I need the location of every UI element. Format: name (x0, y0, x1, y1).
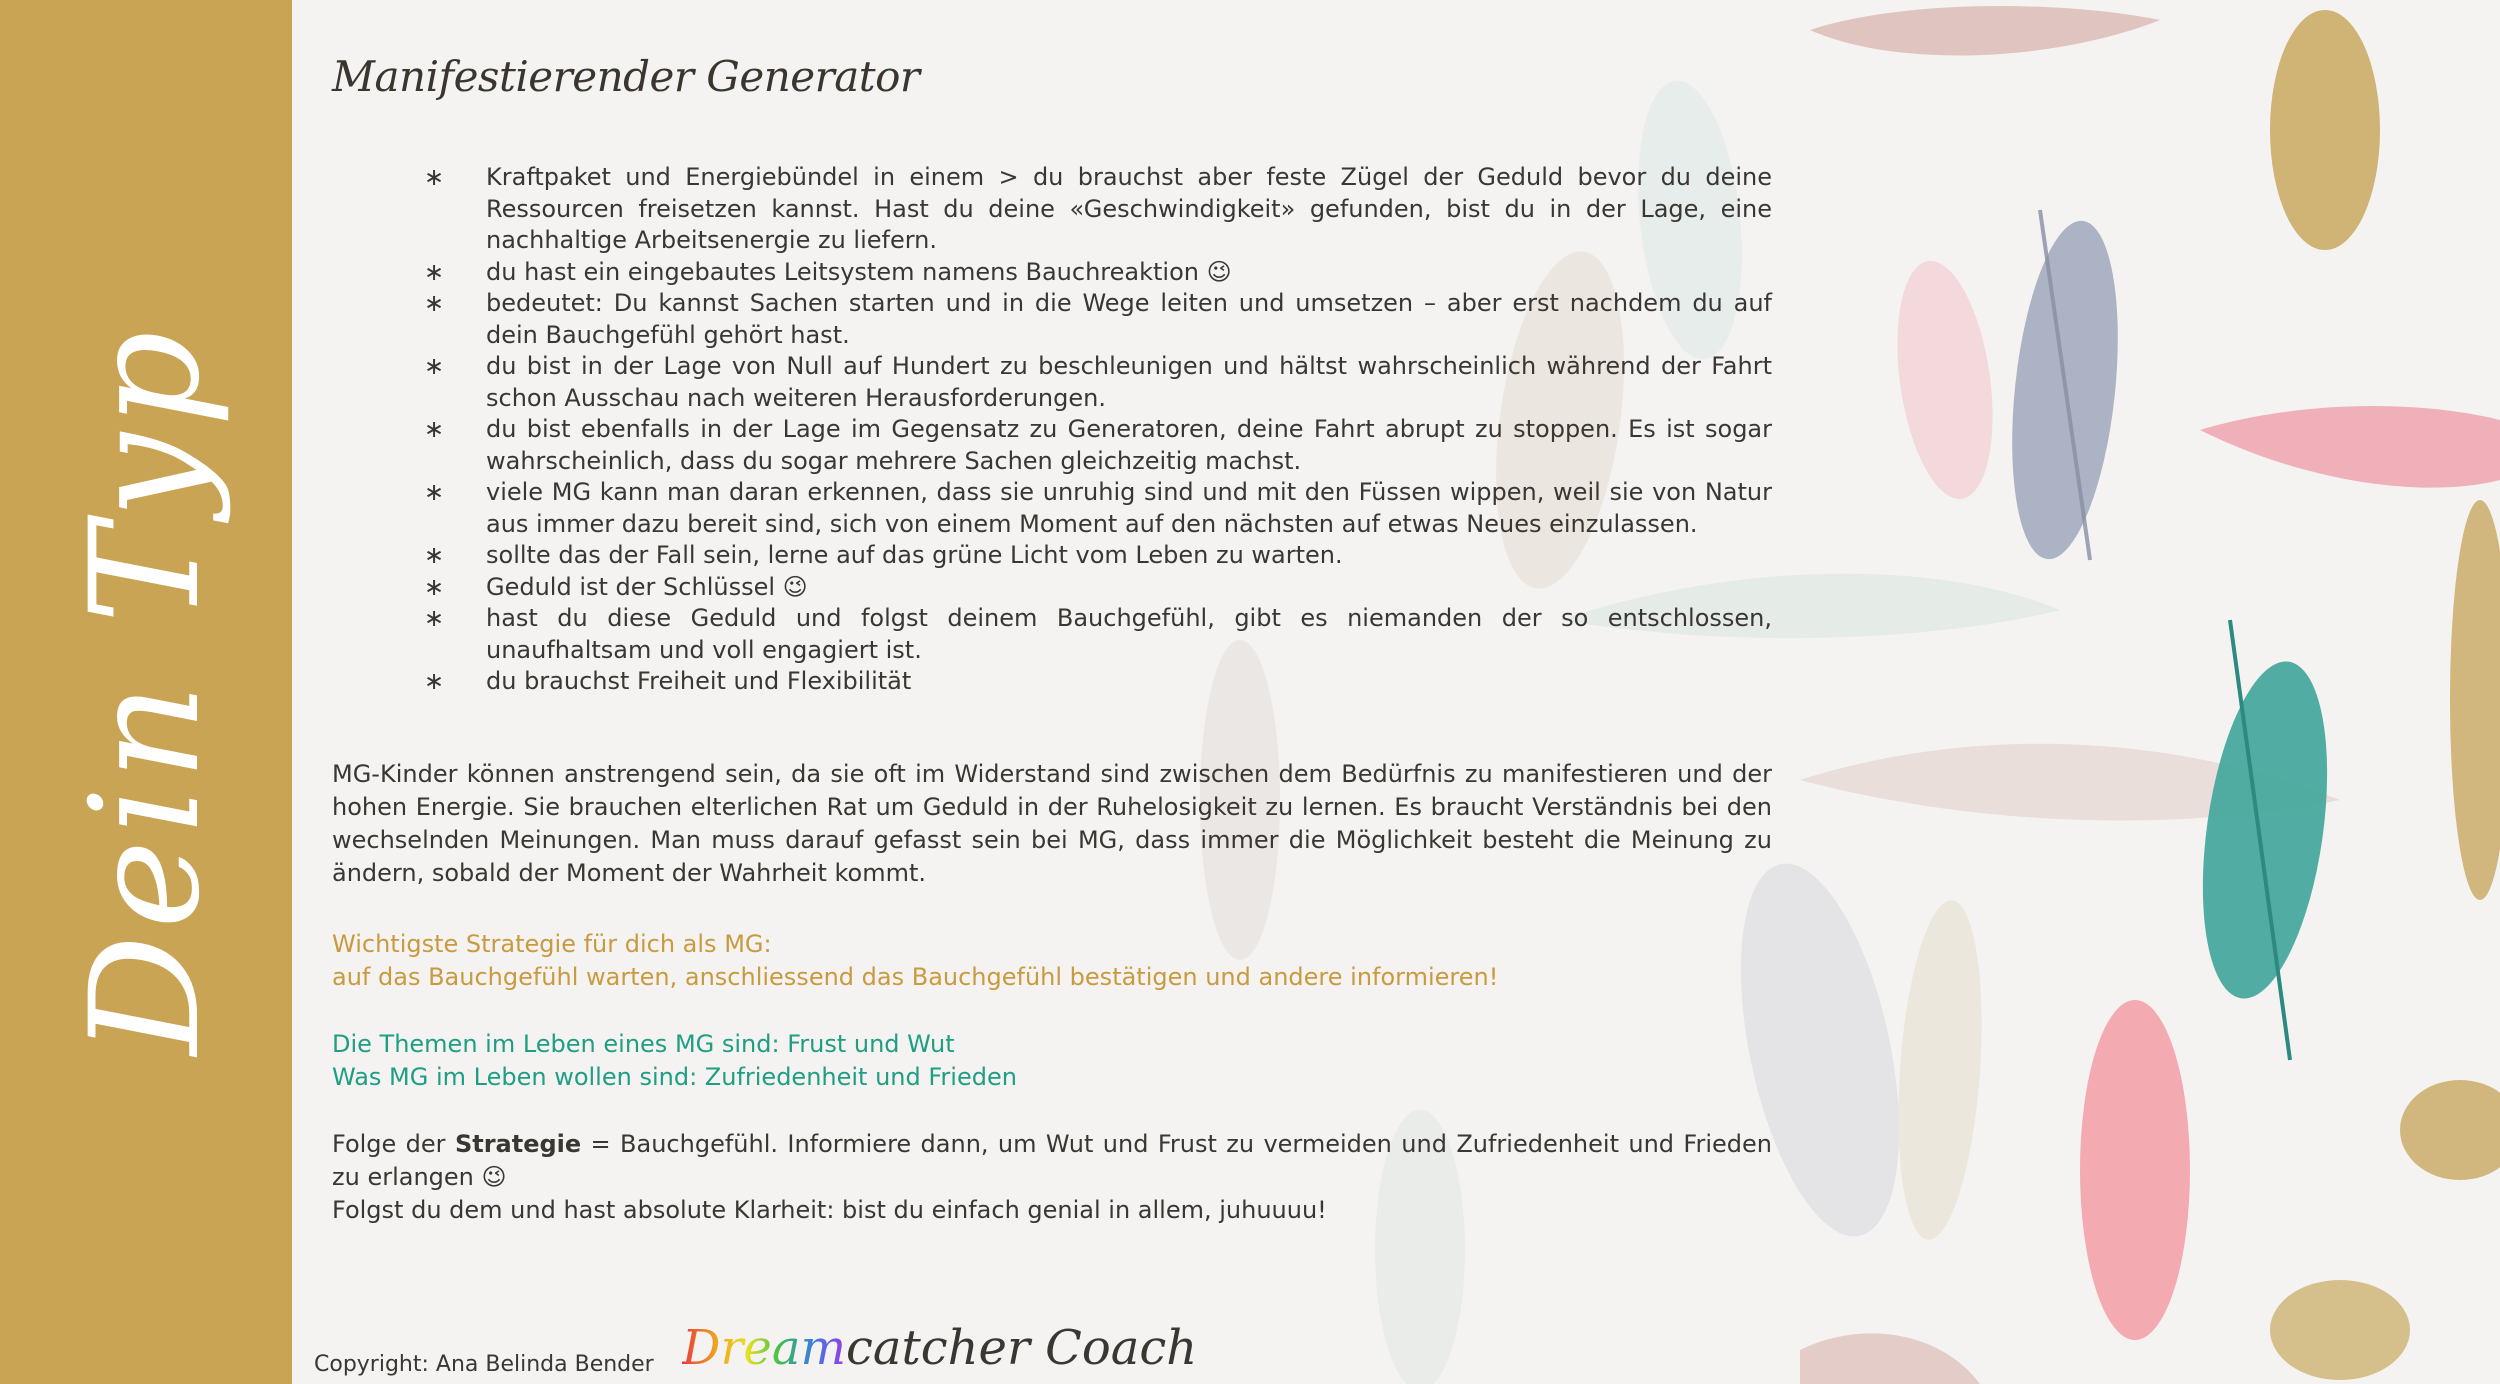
list-item: ∗ du brauchst Freiheit und Flexibilität (424, 666, 1772, 698)
bullet-symbol: ∗ (424, 289, 445, 317)
sidebar-title: Dein Typ (59, 324, 233, 1056)
themes-line-2: Was MG im Leben wollen sind: Zufriedenheit und Frieden (332, 1063, 1017, 1091)
list-item: ∗ Kraftpaket und Energiebündel in einem > du brauchst aber feste Zügel der Geduld bevor du deine Ressourcen freisetzen kannst. Hast du deine «Geschwindigkeit» gefunden, bist du in der Lage, eine nachhaltige Arbeitsenergie zu liefern. (424, 163, 1772, 254)
bullet-symbol: ∗ (424, 572, 445, 601)
sidebar-band (0, 0, 292, 1384)
strategy-heading: Wichtigste Strategie für dich als MG: (332, 930, 772, 958)
bullet-symbol: ∗ (424, 604, 445, 632)
bullet-symbol: ∗ (424, 163, 445, 191)
bullet-symbol: ∗ (424, 478, 445, 506)
dreamcatcher-logo: Dreamcatcher Coach (682, 1320, 1198, 1376)
strategy-bold: Strategie (454, 1130, 582, 1158)
closing-paragraph: Folge der Strategie = Bauchgefühl. Informiere dann, um Wut und Frust zu vermeiden und Zufriedenheit und Frieden zu erlangen 😉 (332, 1130, 1772, 1191)
list-item: ∗ du bist ebenfalls in der Lage im Gegensatz zu Generatoren, deine Fahrt abrupt zu stoppen. Es ist sogar wahrscheinlich, dass du sogar mehrere Sachen gleichzeitig machst. (424, 415, 1772, 475)
closing-line-2: Folgst du dem und hast absolute Klarheit: bist du einfach genial in allem, juhuuuu! (332, 1196, 1327, 1224)
themes-line-1: Die Themen im Leben eines MG sind: Frust und Wut (332, 1030, 955, 1058)
list-item: ∗ hast du diese Geduld und folgst deinem Bauchgefühl, gibt es niemanden der so entschlossen, unaufhaltsam und voll engagiert ist. (424, 604, 1772, 664)
bullet-symbol: ∗ (424, 352, 445, 380)
list-item: ∗ Geduld ist der Schlüssel 😉 (424, 572, 1772, 604)
footer-copyright: Copyright: Ana Belinda Bender (314, 1352, 654, 1377)
paragraph-kids: MG-Kinder können anstrengend sein, da sie oft im Widerstand sind zwischen dem Bedürfnis zu manifestieren und der hohen Energie. Sie brauchen elterlichen Rat um Geduld in der Ruhelosigkeit zu lernen. Es braucht Verständnis bei den wechselnden Meinungen. Man muss darauf gefasst sein bei MG, dass immer die Möglichkeit besteht die Meinung zu ändern, sobald der Moment der Wahrheit kommt. (332, 760, 1772, 887)
page-title: Manifestierender Generator (332, 52, 920, 101)
bullet-symbol: ∗ (424, 541, 445, 569)
strategy-text: auf das Bauchgefühl warten, anschliessend das Bauchgefühl bestätigen und andere informieren! (332, 963, 1499, 991)
list-item: ∗ sollte das der Fall sein, lerne auf das grüne Licht vom Leben zu warten. (424, 540, 1772, 572)
main-content (332, 0, 1772, 1384)
list-item: ∗ viele MG kann man daran erkennen, dass sie unruhig sind und mit den Füssen wippen, weil sie von Natur aus immer dazu bereit sind, sich von einem Moment auf den nächsten auf etwas Neues einzulassen. (424, 478, 1772, 538)
bullet-symbol: ∗ (424, 257, 445, 286)
bullet-symbol: ∗ (424, 415, 445, 443)
list-item: ∗ du bist in der Lage von Null auf Hundert zu beschleunigen und hältst wahrscheinlich während der Fahrt schon Ausschau nach weiteren Herausforderungen. (424, 352, 1772, 412)
list-item: ∗ du hast ein eingebautes Leitsystem namens Bauchreaktion 😉 (424, 257, 1772, 289)
list-item: ∗ bedeutet: Du kannst Sachen starten und in die Wege leiten und umsetzen – aber erst nachdem du auf dein Bauchgefühl gehört hast. (424, 289, 1772, 349)
bullet-list (424, 162, 1772, 698)
bullet-symbol: ∗ (424, 667, 445, 695)
